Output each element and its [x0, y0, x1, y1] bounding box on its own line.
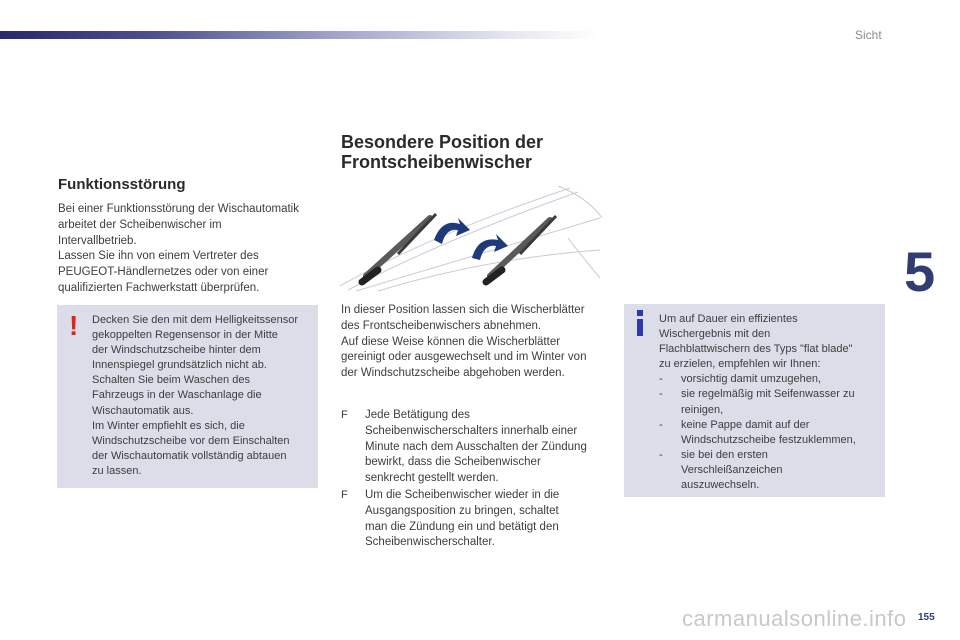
dash-bullet: - [659, 373, 663, 386]
text-line: Wischautomatik aus. [92, 404, 194, 417]
info-box [624, 304, 885, 497]
text-line: der Windschutzscheibe hinter dem [92, 344, 261, 357]
text-line: In dieser Position lassen sich die Wischerblätter [341, 304, 585, 316]
step-item [341, 408, 603, 487]
malfunction-heading: Funktionsstörung [58, 176, 186, 193]
wiper-removal-paragraph [341, 303, 603, 382]
list-item [659, 387, 881, 417]
text-line: sie regelmäßig mit Seifenwasser zu [681, 388, 855, 401]
text-line: gereinigt oder ausgewechselt und im Winter von [341, 351, 587, 364]
text-line: PEUGEOT-Händlernetzes oder von einer [58, 266, 269, 279]
warning-box [57, 305, 318, 488]
list-item [659, 418, 881, 448]
step-bullet: F [341, 409, 348, 421]
text-line: Verschleißanzeichen [681, 463, 783, 476]
header-gradient-bar [0, 31, 600, 39]
rotation-arrow-icon [472, 234, 508, 260]
text-line: Scheibenwischerschalter. [365, 536, 495, 549]
left-wiper-icon [362, 214, 436, 282]
text-line: arbeitet der Scheibenwischer im [58, 218, 222, 231]
text-line: Intervallbetrieb. [58, 234, 137, 247]
text-line: Ausgangsposition zu bringen, schaltet [365, 504, 559, 517]
text-line: Flachblattwischern des Typs "flat blade" [659, 343, 853, 356]
text-line: Lassen Sie ihn von einem Vertreter des [58, 250, 259, 263]
info-text [659, 312, 881, 493]
text-line: Wischergebnis mit den [659, 328, 771, 341]
text-line: man die Zündung ein und betätigt den [365, 520, 559, 533]
heading-line: Besondere Position der [341, 132, 544, 152]
text-line: Decken Sie den mit dem Helligkeitssensor [92, 314, 299, 326]
dash-bullet: - [659, 418, 663, 431]
step-bullet: F [341, 488, 348, 501]
text-line: zu erzielen, empfehlen wir Ihnen: [659, 358, 821, 371]
procedure-steps [341, 408, 603, 552]
text-line: Um auf Dauer ein effizientes [659, 313, 798, 325]
text-line: Bei einer Funktionsstörung der Wischautomatik [58, 203, 299, 215]
hood-line [378, 250, 600, 291]
text-line: Um die Scheibenwischer wieder in die [365, 488, 560, 501]
watermark: carmanualsonline.info [682, 606, 907, 631]
text-line: zu lassen. [92, 464, 142, 477]
text-line: Windschutzscheibe festzuklemmen, [681, 433, 856, 446]
dash-bullet: - [659, 388, 663, 401]
text-line: auszuwechseln. [681, 479, 760, 492]
text-line: Auf diese Weise können die Wischerblätter [341, 335, 561, 348]
text-line: der Wischautomatik vollständig abtauen [92, 449, 287, 462]
rotation-arrow-icon [434, 218, 470, 244]
body-line [568, 238, 600, 278]
text-line: reinigen, [681, 403, 724, 416]
list-item [659, 448, 881, 493]
heading-line: Frontscheibenwischer [341, 152, 533, 172]
exclamation-icon: ! [69, 310, 79, 341]
section-label: Sicht [855, 28, 882, 42]
malfunction-paragraph [58, 202, 320, 297]
page-number: 155 [918, 612, 935, 623]
text-line: Schalten Sie beim Waschen des [92, 374, 250, 387]
text-line: vorsichtig damit umzugehen, [681, 373, 822, 386]
text-line: Minute nach dem Ausschalten der Zündung [365, 440, 587, 453]
wiper-illustration [338, 178, 604, 292]
text-line: Jede Betätigung des [365, 409, 470, 421]
text-line: des Frontscheibenwischers abnehmen. [341, 319, 542, 332]
text-line: Windschutzscheibe vor dem Einschalten [92, 434, 290, 447]
chapter-number: 5 [904, 240, 936, 303]
text-line: gekoppelten Regensensor in der Mitte [92, 329, 278, 342]
text-line: Fahrzeugs in der Waschanlage die [92, 389, 262, 402]
step-item [341, 488, 603, 551]
text-line: qualifizierten Fachwerkstatt überprüfen. [58, 281, 260, 294]
text-line: Innenspiegel grundsätzlich nicht ab. [92, 359, 267, 372]
info-icon [634, 310, 648, 336]
text-line: der Windschutzscheibe abgehoben werden. [341, 367, 565, 380]
special-position-heading [341, 132, 601, 172]
text-line: senkrecht gestellt werden. [365, 472, 499, 485]
warning-text [92, 313, 314, 479]
list-item [659, 372, 881, 387]
windscreen-edge-line [348, 192, 578, 290]
text-line: Im Winter empfiehlt es sich, die [92, 419, 245, 432]
text-line: Scheibenwischerschalters innerhalb einer [365, 424, 578, 437]
pillar-line [558, 186, 602, 218]
text-line: bewirkt, dass die Scheibenwischer [365, 456, 541, 469]
text-line: sie bei den ersten [681, 448, 768, 461]
dash-bullet: - [659, 448, 663, 461]
text-line: keine Pappe damit auf der [681, 418, 810, 431]
